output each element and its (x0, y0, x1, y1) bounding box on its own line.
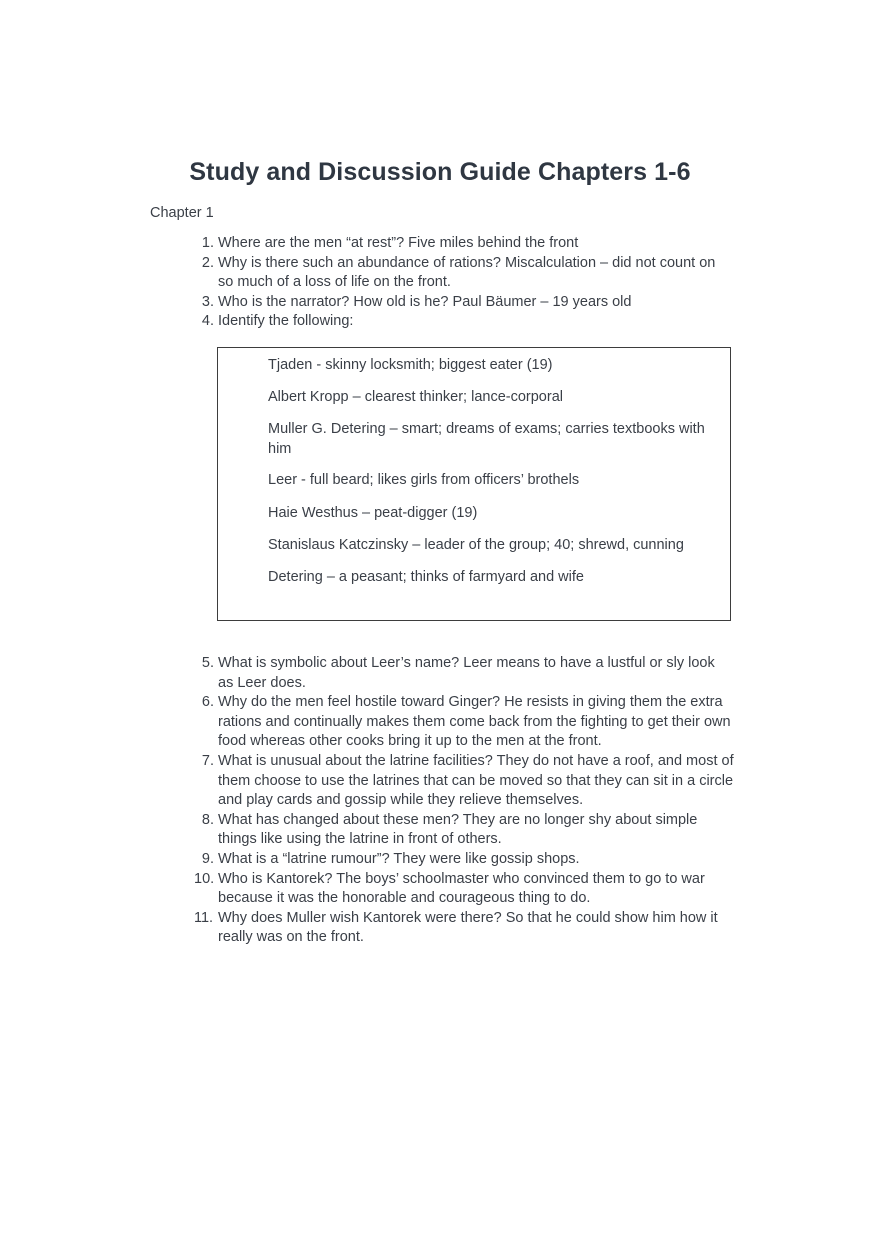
list-item-text: What is a “latrine rumour”? They were like gossip shops. (218, 850, 580, 867)
list-item-text: What is symbolic about Leer’s name? Leer means to have a lustful or sly look as Leer does. (218, 655, 715, 691)
question-list-part-1 (194, 234, 734, 332)
identify-characters-box (217, 347, 731, 621)
list-item (194, 909, 734, 948)
list-item (194, 293, 734, 313)
list-item (194, 234, 734, 254)
list-item-text: Why does Muller wish Kantorek were there? So that he could show him how it really was on the front. (218, 909, 718, 946)
character-entry: Detering – a peasant; thinks of farmyard and wife (268, 569, 584, 585)
list-item-text: What is unusual about the latrine facilities? They do not have a roof, and most of them choose to use the latrines that can be moved so that they can sit in a circle and play cards and gossip while they relieve themselves. (218, 752, 734, 809)
list-item-text: Why do the men feel hostile toward Ginger? He resists in giving them the extra rations and continually makes them come back from the fighting to get their own food whereas other cooks bring it up to the men at the front. (218, 694, 731, 750)
list-item (194, 850, 734, 870)
character-entry: Haie Westhus – peat-digger (19) (268, 505, 478, 521)
list-item (194, 312, 734, 332)
list-item-number: 10. (194, 870, 215, 887)
list-item-number: 5. (201, 655, 214, 671)
list-item-number: 6. (201, 694, 214, 711)
character-entry: Muller G. Detering – smart; dreams of exams; carries textbooks with him (268, 421, 705, 457)
question-list-part-2 (194, 654, 734, 948)
character-entry: Leer - full beard; likes girls from officers’ brothels (268, 472, 580, 488)
list-item-number: 8. (201, 811, 214, 828)
character-entry: Stanislaus Katczinsky – leader of the group; 40; shrewd, cunning (268, 537, 684, 553)
list-item-text: Why is there such an abundance of rations? Miscalculation – did not count on so much of a loss of life on the front. (218, 254, 716, 291)
list-item-text: Identify the following: (218, 313, 354, 330)
page-title: Study and Discussion Guide Chapters 1-6 (189, 158, 691, 186)
list-item-number: 11. (194, 909, 214, 926)
chapter-heading: Chapter 1 (150, 205, 214, 221)
list-item (194, 254, 734, 293)
list-item-text: Where are the men “at rest”? Five miles behind the front (218, 235, 579, 251)
list-item-number: 1. (201, 235, 214, 251)
list-item-number: 9. (201, 850, 214, 867)
list-item-number: 3. (201, 293, 214, 310)
list-item (194, 693, 734, 752)
list-item (194, 654, 734, 693)
list-item-number: 7. (201, 752, 214, 769)
list-item-number: 2. (201, 254, 214, 271)
list-item-number: 4. (201, 313, 214, 330)
character-entry: Tjaden - skinny locksmith; biggest eater (19) (268, 357, 553, 373)
list-item-text: Who is Kantorek? The boys’ schoolmaster who convinced them to go to war because it was the honorable and courageous thing to do. (218, 870, 705, 907)
list-item-text: Who is the narrator? How old is he? Paul Bäumer – 19 years old (218, 293, 632, 310)
list-item-text: What has changed about these men? They are no longer shy about simple things like using the latrine in front of others. (218, 811, 698, 848)
list-item (194, 870, 734, 909)
list-item (194, 752, 734, 811)
list-item (194, 811, 734, 850)
character-entry: Albert Kropp – clearest thinker; lance-corporal (268, 389, 563, 405)
